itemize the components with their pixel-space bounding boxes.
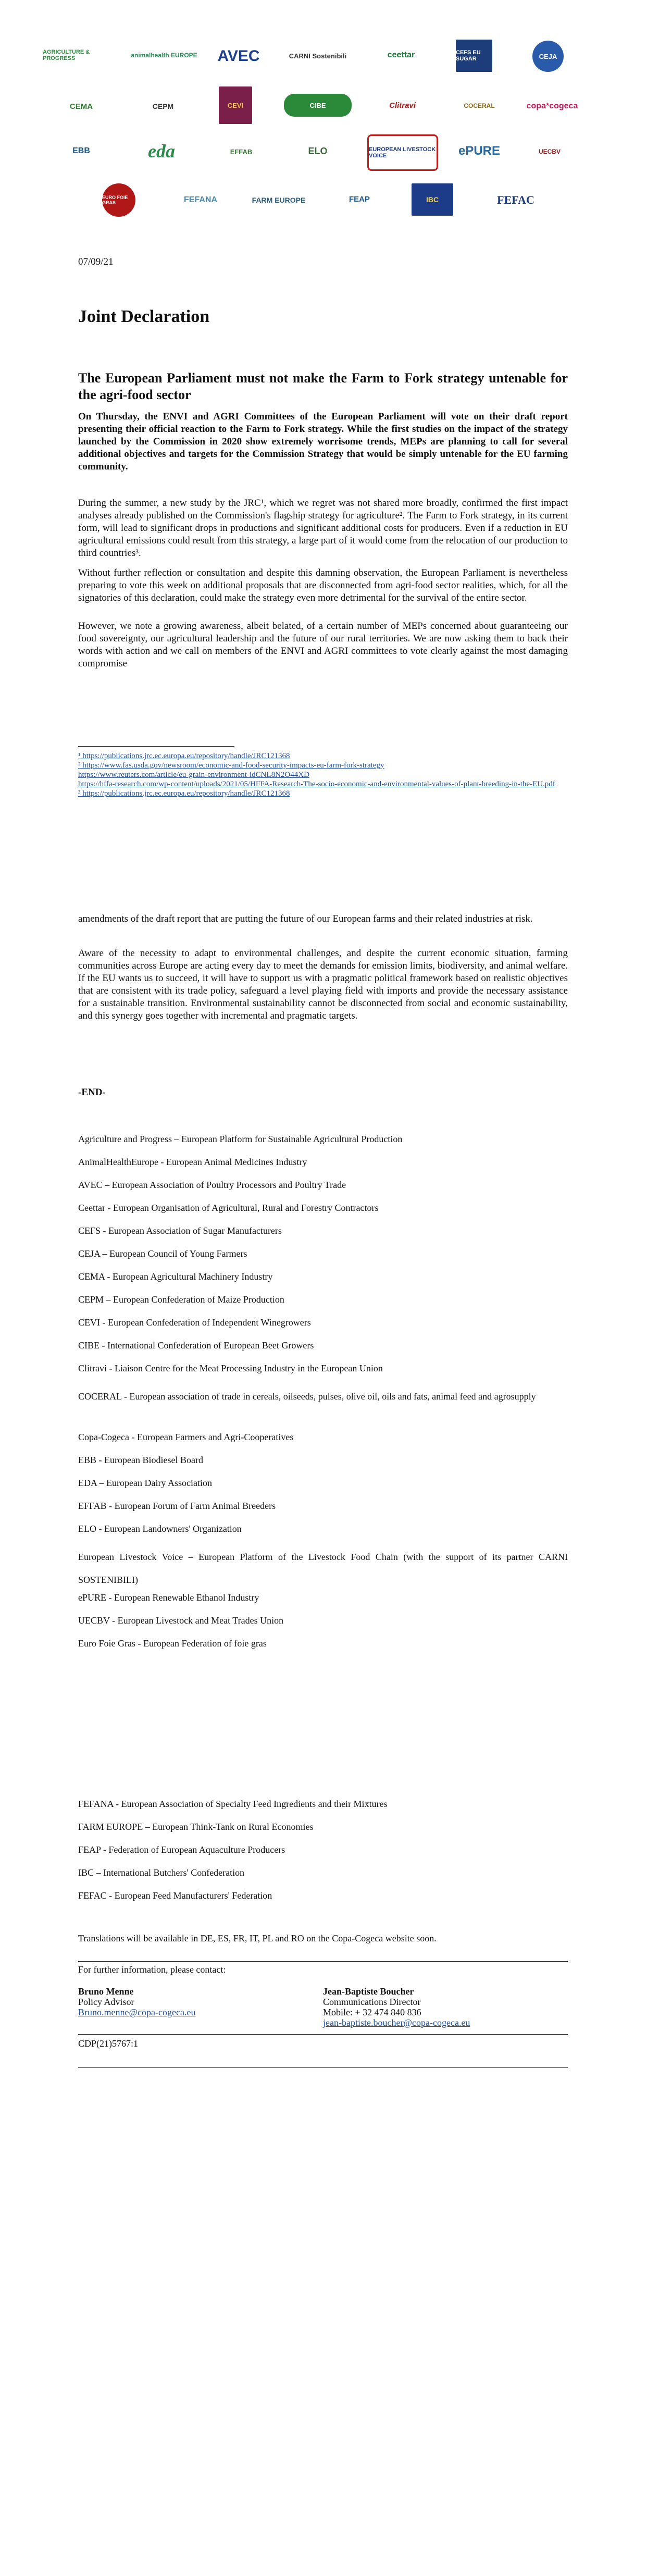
logo-cepm: CEPM <box>152 102 174 110</box>
list-item: AVEC – European Association of Poultry Processors and Poultry Trade <box>78 1180 346 1190</box>
footnotes <box>78 751 568 798</box>
logo-ebb: EBB <box>72 146 90 155</box>
contact-2-email-link[interactable]: jean-baptiste.boucher@copa-cogeca.eu <box>323 2017 470 2028</box>
list-item: ELO - European Landowners' Organization <box>78 1524 242 1534</box>
list-item: ePURE - European Renewable Ethanol Industry <box>78 1592 259 1603</box>
reference-separator-bottom <box>78 2067 568 2068</box>
list-item: EBB - European Biodiesel Board <box>78 1455 203 1465</box>
list-item: FARM EUROPE – European Think-Tank on Rural Economies <box>78 1822 314 1832</box>
footnote-2-link[interactable]: ² https://www.fas.usda.gov/newsroom/economic-and-food-security-impacts-eu-farm-fork-strategy <box>78 761 384 770</box>
list-item: CEFS - European Association of Sugar Manufacturers <box>78 1225 282 1236</box>
contact-1-email-link[interactable]: Bruno.menne@copa-cogeca.eu <box>78 2007 196 2017</box>
contact-intro: For further information, please contact: <box>78 1964 226 1975</box>
list-item: FEAP - Federation of European Aquaculture Producers <box>78 1844 285 1855</box>
list-item: FEFANA - European Association of Specialty Feed Ingredients and their Mixtures <box>78 1799 388 1809</box>
reference-separator-top <box>78 2034 568 2035</box>
footnote-3-link[interactable]: ³ https://publications.jrc.ec.europa.eu/repository/handle/JRC121368 <box>78 789 290 798</box>
logo-eda: eda <box>148 141 175 162</box>
footnote-separator <box>78 746 234 747</box>
document-reference: CDP(21)5767:1 <box>78 2038 139 2049</box>
footnote-2b-link[interactable]: https://www.reuters.com/article/eu-grain-environment-idCNL8N2O44XD <box>78 771 309 779</box>
list-item: Clitravi - Liaison Centre for the Meat Processing Industry in the European Union <box>78 1363 383 1373</box>
list-item: European Livestock Voice – European Platform of the Livestock Food Chain (with the support of its partner CARNI SOSTENIBILI) <box>78 1552 568 1585</box>
contact-1 <box>78 1986 297 2017</box>
footnote-2c-link[interactable]: https://hffa-research.com/wp-content/uploads/2021/05/HFFA-Research-The-socio-economic-and-environmental-values-of-plant-breeding-in-the-EU.pdf <box>78 780 555 788</box>
list-item: Ceettar - European Organisation of Agricultural, Rural and Forestry Contractors <box>78 1203 379 1213</box>
logo-agriculture-progress: AGRICULTURE & PROGRESS <box>43 49 90 61</box>
paragraph-3: However, we note a growing awareness, albeit belated, of a certain number of MEPs concerned about guaranteeing our food sovereignty, our agricultural leadership and the future of our rural territories. We are now asking them to back their words with action and we call on members of the ENVI and AGRI committees to vote clearly against the most damaging compromise <box>78 621 568 669</box>
logo-clitravi: Clitravi <box>389 101 416 110</box>
list-item: Copa-Cogeca - European Farmers and Agri-Cooperatives <box>78 1432 294 1442</box>
page-title: Joint Declaration <box>78 307 210 326</box>
logo-animalhealth-europe: animalhealth EUROPE <box>131 52 197 59</box>
list-item: FEFAC - European Feed Manufacturers' Federation <box>78 1890 272 1901</box>
paragraph-2: Without further reflection or consultation and despite this damning observation, the European Parliament is nevertheless preparing to vote this week on additional proposals that are disconnected from agri-food sector realities, which, for all the signatories of this declaration, could make the strategy even more detrimental for the survival of the entire sector. <box>78 567 568 603</box>
contact-2 <box>323 1986 563 2028</box>
intro-paragraph: On Thursday, the ENVI and AGRI Committees of the European Parliament will vote on their draft report presenting their official reaction to the Farm to Fork strategy. While the first studies on the impact of the strategy launched by the Commission in 2020 show extremely worrisome trends, MEPs are planning to call for several additional objectives and targets for the Commission Strategy that would be simply untenable for the EU farming community. <box>78 411 568 472</box>
contact-2-role: Communications Director <box>323 1997 421 2007</box>
logo-ibc: IBC <box>412 183 453 216</box>
logo-ceja: CEJA <box>532 41 564 72</box>
logo-carni-sostenibili: CARNI Sostenibili <box>289 52 347 60</box>
contact-2-name: Jean-Baptiste Boucher <box>323 1986 414 1997</box>
list-item: CEMA - European Agricultural Machinery Industry <box>78 1271 273 1282</box>
list-item: Agriculture and Progress – European Platform for Sustainable Agricultural Production <box>78 1134 403 1144</box>
translations-note: Translations will be available in DE, ES, FR, IT, PL and RO on the Copa-Cogeca website soon. <box>78 1933 437 1943</box>
logo-euro-foie-gras: EURO FOIE GRAS <box>102 183 135 217</box>
list-item: UECBV - European Livestock and Meat Trades Union <box>78 1615 284 1626</box>
logo-fefana: FEFANA <box>184 195 217 204</box>
logo-elo: ELO <box>308 145 328 156</box>
logo-epure: ePURE <box>458 144 501 158</box>
logo-uecbv: UECBV <box>538 148 561 155</box>
list-item: CEJA – European Council of Young Farmers <box>78 1248 247 1259</box>
contact-1-role: Policy Advisor <box>78 1997 134 2007</box>
logo-cefs: CEFS EU SUGAR <box>456 40 492 72</box>
list-item: CEVI - European Confederation of Independent Winegrowers <box>78 1317 311 1328</box>
list-item: AnimalHealthEurope - European Animal Medicines Industry <box>78 1157 307 1167</box>
logo-cibe: CIBE <box>284 94 352 117</box>
contact-2-mobile: Mobile: + 32 474 840 836 <box>323 2007 421 2017</box>
list-item: CEPM – European Confederation of Maize Production <box>78 1294 284 1305</box>
paragraph-4: amendments of the draft report that are putting the future of our European farms and their related industries at risk. <box>78 913 533 924</box>
list-item: IBC – International Butchers' Confederation <box>78 1867 245 1878</box>
logo-cevi: CEVI <box>219 86 252 124</box>
list-item: CIBE - International Confederation of European Beet Growers <box>78 1340 314 1351</box>
contact-separator <box>78 1961 568 1962</box>
subtitle: The European Parliament must not make the Farm to Fork strategy untenable for the agri-food sector <box>78 370 568 402</box>
logo-copa-cogeca: copa*cogeca <box>526 102 578 110</box>
contact-1-name: Bruno Menne <box>78 1986 134 1997</box>
logo-effab: EFFAB <box>230 147 253 156</box>
logo-ceettar: ceettar <box>387 51 415 59</box>
logo-european-livestock-voice: EUROPEAN LIVESTOCK VOICE <box>367 134 438 171</box>
paragraph-5: Aware of the necessity to adapt to environmental challenges, and despite the current economic situation, farming communities across Europe are acting every day to meet the demands for emission limits, biodiversity, and animal welfare. If the EU wants us to succeed, it will have to support us with a pragmatic political framework based on realistic objectives that are consistent with its trade policy, safeguard a level playing field with imports and provide the necessary assistance for a sustainable transition. Environmental sustainability cannot be disconnected from social and economic sustainability, and this synergy goes together with incremental and pragmatic targets. <box>78 948 568 1021</box>
footnote-1-link[interactable]: ¹ https://publications.jrc.ec.europa.eu/repository/handle/JRC121368 <box>78 752 290 760</box>
date: 07/09/21 <box>78 256 114 267</box>
end-marker: -END- <box>78 1087 106 1098</box>
logo-coceral: COCERAL <box>464 102 495 109</box>
list-item: COCERAL - European association of trade in cereals, oilseeds, pulses, olive oil, oils and fats, animal feed and agrosupply <box>78 1391 536 1402</box>
logo-feap: FEAP <box>349 194 370 204</box>
paragraph-1: During the summer, a new study by the JRC¹, which we regret was not shared more broadly, confirmed the first impact analyses already published on the Commission's flagship strategy for agriculture². The Farm to Fork strategy, in its current form, will lead to significant drops in productions and significant additional costs for producers. Even if a reduction in EU agricultural emissions could result from this strategy, a large part of it would come from the relocation of our production to third countries³. <box>78 498 568 559</box>
logo-avec: AVEC <box>217 47 260 65</box>
logo-cema: CEMA <box>69 102 93 111</box>
list-item: EFFAB - European Forum of Farm Animal Breeders <box>78 1501 276 1511</box>
list-item: Euro Foie Gras - European Federation of foie gras <box>78 1638 267 1649</box>
logo-fefac: FEFAC <box>497 193 534 206</box>
logo-farm-europe: FARM EUROPE <box>252 196 306 204</box>
list-item: EDA – European Dairy Association <box>78 1478 212 1488</box>
